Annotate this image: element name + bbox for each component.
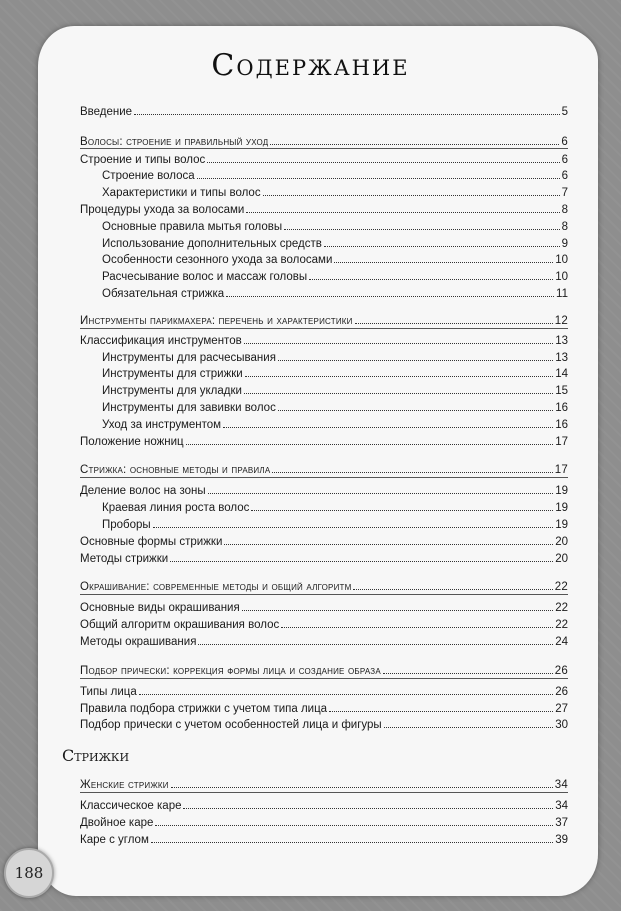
section-divider xyxy=(80,594,568,595)
toc-entry: Инструменты для укладки 15 xyxy=(102,385,568,397)
page-number-badge: 188 xyxy=(4,848,54,898)
toc-entry: Основные виды окрашивания 22 xyxy=(80,602,568,614)
toc-entry: Процедуры ухода за волосами 8 xyxy=(80,204,568,216)
page-title: Содержание xyxy=(211,48,410,83)
toc-entry: Уход за инструментом 16 xyxy=(102,419,568,431)
toc-section: Инструменты парикмахера: перечень и характеристики 12 xyxy=(80,315,568,327)
toc-entry: Особенности сезонного ухода за волосами 10 xyxy=(102,254,568,266)
section-divider xyxy=(80,678,568,679)
toc-entry: Общий алгоритм окрашивания волос 22 xyxy=(80,619,568,631)
section-divider xyxy=(80,328,568,329)
toc-entry: Классическое каре 34 xyxy=(80,800,568,812)
toc-entry: Положение ножниц 17 xyxy=(80,436,568,448)
toc-entry: Деление волос на зоны 19 xyxy=(80,485,568,497)
toc-section: Окрашивание: современные методы и общий алгоритм 22 xyxy=(80,581,568,593)
part-heading: Стрижки xyxy=(62,746,130,765)
toc-entry: Методы стрижки 20 xyxy=(80,553,568,565)
toc-entry: Классификация инструментов 13 xyxy=(80,335,568,347)
toc-entry: Двойное каре 37 xyxy=(80,817,568,829)
toc-entry: Характеристики и типы волос 7 xyxy=(102,187,568,199)
toc-section: Стрижка: основные методы и правила 17 xyxy=(80,464,568,476)
toc-entry: Расчесывание волос и массаж головы 10 xyxy=(102,271,568,283)
toc-entry: Введение 5 xyxy=(80,106,568,118)
toc-section: Волосы: строение и правильный уход 6 xyxy=(80,136,568,148)
toc-entry: Методы окрашивания 24 xyxy=(80,636,568,648)
toc-entry: Подбор прически с учетом особенностей лица и фигуры 30 xyxy=(80,719,568,731)
section-divider xyxy=(80,477,568,478)
toc-entry: Правила подбора стрижки с учетом типа лица 27 xyxy=(80,703,568,715)
toc-entry: Основные правила мытья головы 8 xyxy=(102,221,568,233)
toc-entry: Проборы 19 xyxy=(102,519,568,531)
toc-entry: Строение волоса 6 xyxy=(102,170,568,182)
toc-entry: Инструменты для расчесывания 13 xyxy=(102,352,568,364)
toc-entry: Инструменты для стрижки 14 xyxy=(102,368,568,380)
section-divider xyxy=(80,148,568,149)
toc-section: Женские стрижки 34 xyxy=(80,779,568,791)
toc-entry: Каре с углом 39 xyxy=(80,834,568,846)
toc-entry: Обязательная стрижка 11 xyxy=(102,288,568,300)
toc-entry: Основные формы стрижки 20 xyxy=(80,536,568,548)
section-divider xyxy=(80,792,568,793)
toc-entry: Типы лица 26 xyxy=(80,686,568,698)
toc-entry: Строение и типы волос 6 xyxy=(80,154,568,166)
toc-entry: Инструменты для завивки волос 16 xyxy=(102,402,568,414)
toc-entry: Использование дополнительных средств 9 xyxy=(102,238,568,250)
toc-entry: Краевая линия роста волос 19 xyxy=(102,502,568,514)
toc-section: Подбор прически: коррекция формы лица и создание образа 26 xyxy=(80,665,568,677)
